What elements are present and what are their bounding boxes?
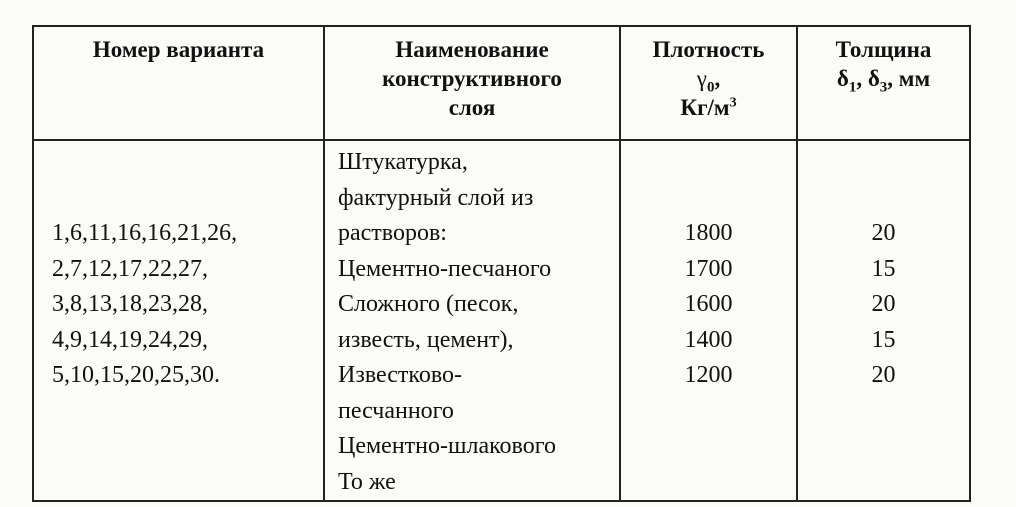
variant-line: 3,8,13,18,23,28, xyxy=(52,291,208,317)
header-thickness-symbols xyxy=(798,64,969,96)
header-layer-name-line-2: конструктивного xyxy=(382,66,562,91)
header-layer-name xyxy=(324,26,620,140)
layer-line: Известково- xyxy=(338,362,462,388)
materials-table xyxy=(32,25,971,502)
density-value: 1200 xyxy=(684,362,733,388)
header-density-symbol-line xyxy=(621,64,796,96)
layer-line: То же xyxy=(338,468,396,495)
header-thickness-title: Толщина xyxy=(835,37,932,62)
density-value: 1600 xyxy=(684,291,733,317)
thickness-d3-sub: 3 xyxy=(879,79,888,96)
thickness-unit: , мм xyxy=(887,66,931,91)
layer-line: песчанного xyxy=(338,397,454,424)
density-value: 1400 xyxy=(684,326,733,353)
header-density-unit-line xyxy=(621,93,796,122)
thickness-cell xyxy=(797,140,970,501)
header-row xyxy=(33,26,970,140)
layer-line: растворов: xyxy=(338,220,447,246)
thickness-sep: , xyxy=(856,66,868,91)
variants-cell xyxy=(33,140,324,501)
header-layer-name-line-3: слоя xyxy=(448,95,496,120)
header-variant-number-text: Номер варианта xyxy=(92,37,265,62)
layer-line: фактурный слой из xyxy=(338,184,534,211)
variant-line: 1,6,11,16,16,21,26, xyxy=(52,220,238,246)
header-variant-number xyxy=(33,26,324,140)
density-symbol-comma: , xyxy=(714,66,721,91)
thickness-d1-sub: 1 xyxy=(848,79,857,96)
thickness-value: 15 xyxy=(871,326,896,353)
header-thickness xyxy=(797,26,970,140)
header-density xyxy=(620,26,797,140)
variant-line: 4,9,14,19,24,29, xyxy=(52,326,208,353)
header-layer-name-line-1: Наименование xyxy=(395,37,549,62)
layer-line: Сложного (песок, xyxy=(338,291,519,317)
density-value: 1700 xyxy=(684,255,733,282)
thickness-value: 20 xyxy=(871,291,896,317)
density-value: 1800 xyxy=(684,220,733,246)
variant-line: 2,7,12,17,22,27, xyxy=(52,255,208,282)
thickness-d1: δ xyxy=(836,66,849,91)
layers-cell xyxy=(324,140,620,501)
thickness-value: 20 xyxy=(871,220,896,246)
thickness-value: 15 xyxy=(871,255,896,282)
layer-line: Штукатурка, xyxy=(338,149,468,175)
thickness-value: 20 xyxy=(871,362,896,388)
header-density-title: Плотность xyxy=(652,37,765,62)
variant-line: 5,10,15,20,25,30. xyxy=(52,362,220,388)
thickness-d3: δ xyxy=(867,66,880,91)
layer-line: Цементно-песчаного xyxy=(338,255,552,282)
density-symbol: γ xyxy=(696,66,707,91)
density-unit: Кг/м xyxy=(680,95,730,120)
density-unit-sup: 3 xyxy=(729,95,737,111)
layer-line: известь, цемент), xyxy=(338,326,514,353)
density-cell xyxy=(620,140,797,501)
density-symbol-sub: 0 xyxy=(706,79,715,96)
layer-line: Цементно-шлакового xyxy=(338,433,556,459)
body-row xyxy=(33,140,970,501)
